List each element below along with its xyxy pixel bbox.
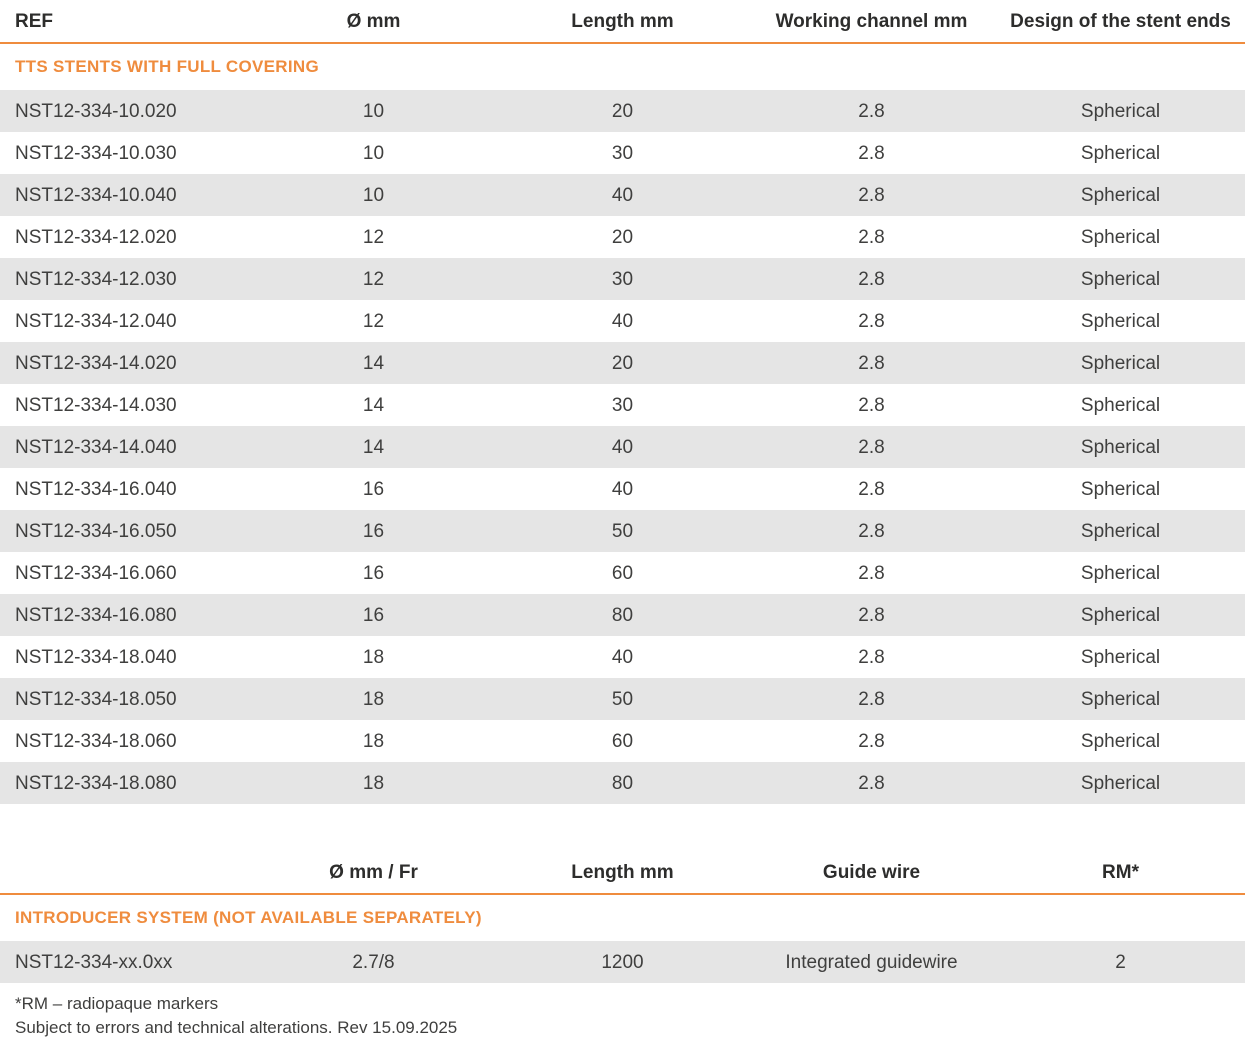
diameter-cell: 10 xyxy=(362,100,385,122)
working-channel-cell: 2.8 xyxy=(858,646,885,668)
diameter-cell: 16 xyxy=(362,478,385,500)
length-cell: 50 xyxy=(611,688,634,710)
working-channel-cell: 2.8 xyxy=(858,772,885,794)
diameter-cell: 18 xyxy=(362,688,385,710)
length-cell: 30 xyxy=(611,268,634,290)
ref-cell: NST12-334-14.030 xyxy=(15,394,177,416)
ref-cell: NST12-334-16.040 xyxy=(15,478,177,500)
ref-cell: NST12-334-10.040 xyxy=(15,184,177,206)
diameter-cell: 18 xyxy=(362,730,385,752)
table-row xyxy=(0,216,1245,258)
table-row xyxy=(0,762,1245,804)
working-channel-cell: 2.8 xyxy=(858,142,885,164)
table-row xyxy=(0,174,1245,216)
ref-cell: NST12-334-10.030 xyxy=(15,142,177,164)
ref-cell: NST12-334-12.020 xyxy=(15,226,177,248)
col-header-diameter-fr: Ø mm / Fr xyxy=(329,861,418,883)
length-cell: 20 xyxy=(611,100,634,122)
working-channel-cell: 2.8 xyxy=(858,226,885,248)
col-header-length: Length mm xyxy=(571,10,674,32)
section-title-tts-stents: TTS STENTS WITH FULL COVERING xyxy=(15,57,319,76)
stent-ends-cell: Spherical xyxy=(1080,310,1161,332)
table-row xyxy=(0,300,1245,342)
guide-wire-cell: Integrated guidewire xyxy=(785,951,958,973)
working-channel-cell: 2.8 xyxy=(858,562,885,584)
length-cell: 1200 xyxy=(601,951,644,973)
working-channel-cell: 2.8 xyxy=(858,436,885,458)
table-row xyxy=(0,552,1245,594)
length-cell: 60 xyxy=(611,730,634,752)
stent-ends-cell: Spherical xyxy=(1080,646,1161,668)
ref-cell: NST12-334-16.060 xyxy=(15,562,177,584)
ref-cell: NST12-334-14.020 xyxy=(15,352,177,374)
working-channel-cell: 2.8 xyxy=(858,478,885,500)
stents-table-body xyxy=(0,90,1245,804)
working-channel-cell: 2.8 xyxy=(858,730,885,752)
stent-ends-cell: Spherical xyxy=(1080,604,1161,626)
length-cell: 20 xyxy=(611,226,634,248)
stent-ends-cell: Spherical xyxy=(1080,562,1161,584)
length-cell: 80 xyxy=(611,772,634,794)
working-channel-cell: 2.8 xyxy=(858,352,885,374)
rm-cell: 2 xyxy=(1115,951,1126,973)
working-channel-cell: 2.8 xyxy=(858,520,885,542)
col-header-working-channel: Working channel mm xyxy=(775,10,968,32)
length-cell: 40 xyxy=(611,478,634,500)
col-header-length: Length mm xyxy=(571,861,674,883)
length-cell: 20 xyxy=(611,352,634,374)
length-cell: 30 xyxy=(611,142,634,164)
ref-cell: NST12-334-16.050 xyxy=(15,520,177,542)
length-cell: 50 xyxy=(611,520,634,542)
ref-cell: NST12-334-18.080 xyxy=(15,772,177,794)
ref-cell: NST12-334-16.080 xyxy=(15,604,177,626)
diameter-cell: 10 xyxy=(362,142,385,164)
diameter-cell: 12 xyxy=(362,268,385,290)
stent-ends-cell: Spherical xyxy=(1080,226,1161,248)
diameter-cell: 14 xyxy=(362,436,385,458)
diameter-fr-cell: 2.7/8 xyxy=(352,951,395,973)
footnote-disclaimer: Subject to errors and technical alterations. Rev 15.09.2025 xyxy=(15,1018,458,1037)
stent-ends-cell: Spherical xyxy=(1080,268,1161,290)
table-row xyxy=(0,678,1245,720)
diameter-cell: 18 xyxy=(362,646,385,668)
footnotes xyxy=(0,992,1245,1040)
table-row xyxy=(0,342,1245,384)
stent-ends-cell: Spherical xyxy=(1080,100,1161,122)
stent-ends-cell: Spherical xyxy=(1080,688,1161,710)
ref-cell: NST12-334-18.040 xyxy=(15,646,177,668)
ref-cell: NST12-334-xx.0xx xyxy=(15,951,173,973)
col-header-guide-wire: Guide wire xyxy=(822,861,921,883)
ref-cell: NST12-334-14.040 xyxy=(15,436,177,458)
stent-ends-cell: Spherical xyxy=(1080,436,1161,458)
stent-ends-cell: Spherical xyxy=(1080,184,1161,206)
length-cell: 40 xyxy=(611,184,634,206)
stent-ends-cell: Spherical xyxy=(1080,352,1161,374)
diameter-cell: 14 xyxy=(362,352,385,374)
working-channel-cell: 2.8 xyxy=(858,184,885,206)
stent-ends-cell: Spherical xyxy=(1080,520,1161,542)
table-row xyxy=(0,90,1245,132)
ref-cell: NST12-334-12.040 xyxy=(15,310,177,332)
stent-ends-cell: Spherical xyxy=(1080,730,1161,752)
diameter-cell: 16 xyxy=(362,604,385,626)
stent-ends-cell: Spherical xyxy=(1080,394,1161,416)
introducer-table xyxy=(0,851,1245,983)
table-row xyxy=(0,594,1245,636)
length-cell: 40 xyxy=(611,310,634,332)
length-cell: 60 xyxy=(611,562,634,584)
diameter-cell: 12 xyxy=(362,226,385,248)
stent-ends-cell: Spherical xyxy=(1080,772,1161,794)
ref-cell: NST12-334-12.030 xyxy=(15,268,177,290)
length-cell: 80 xyxy=(611,604,634,626)
stent-ends-cell: Spherical xyxy=(1080,142,1161,164)
introducer-table-header xyxy=(0,851,1245,895)
table-row xyxy=(0,258,1245,300)
introducer-table-body xyxy=(0,941,1245,983)
diameter-cell: 12 xyxy=(362,310,385,332)
working-channel-cell: 2.8 xyxy=(858,310,885,332)
diameter-cell: 16 xyxy=(362,562,385,584)
ref-cell: NST12-334-10.020 xyxy=(15,100,177,122)
diameter-cell: 16 xyxy=(362,520,385,542)
working-channel-cell: 2.8 xyxy=(858,604,885,626)
diameter-cell: 18 xyxy=(362,772,385,794)
col-header-rm: RM* xyxy=(1102,861,1139,883)
working-channel-cell: 2.8 xyxy=(858,100,885,122)
table-row xyxy=(0,510,1245,552)
ref-cell: NST12-334-18.060 xyxy=(15,730,177,752)
table-row xyxy=(0,384,1245,426)
table-row xyxy=(0,468,1245,510)
working-channel-cell: 2.8 xyxy=(858,394,885,416)
footnote-rm-definition: *RM – radiopaque markers xyxy=(15,994,219,1013)
length-cell: 30 xyxy=(611,394,634,416)
col-header-ref: REF xyxy=(15,10,53,32)
table-row xyxy=(0,426,1245,468)
diameter-cell: 14 xyxy=(362,394,385,416)
table-row xyxy=(0,720,1245,762)
table-row xyxy=(0,132,1245,174)
col-header-diameter: Ø mm xyxy=(346,10,401,32)
diameter-cell: 10 xyxy=(362,184,385,206)
section-title-introducer-system: INTRODUCER SYSTEM (NOT AVAILABLE SEPARATELY) xyxy=(15,908,482,927)
length-cell: 40 xyxy=(611,646,634,668)
length-cell: 40 xyxy=(611,436,634,458)
col-header-stent-ends: Design of the stent ends xyxy=(1010,10,1231,32)
stents-table-header xyxy=(0,0,1245,44)
stent-ends-cell: Spherical xyxy=(1080,478,1161,500)
table-row xyxy=(0,941,1245,983)
working-channel-cell: 2.8 xyxy=(858,688,885,710)
table-row xyxy=(0,636,1245,678)
ref-cell: NST12-334-18.050 xyxy=(15,688,177,710)
working-channel-cell: 2.8 xyxy=(858,268,885,290)
